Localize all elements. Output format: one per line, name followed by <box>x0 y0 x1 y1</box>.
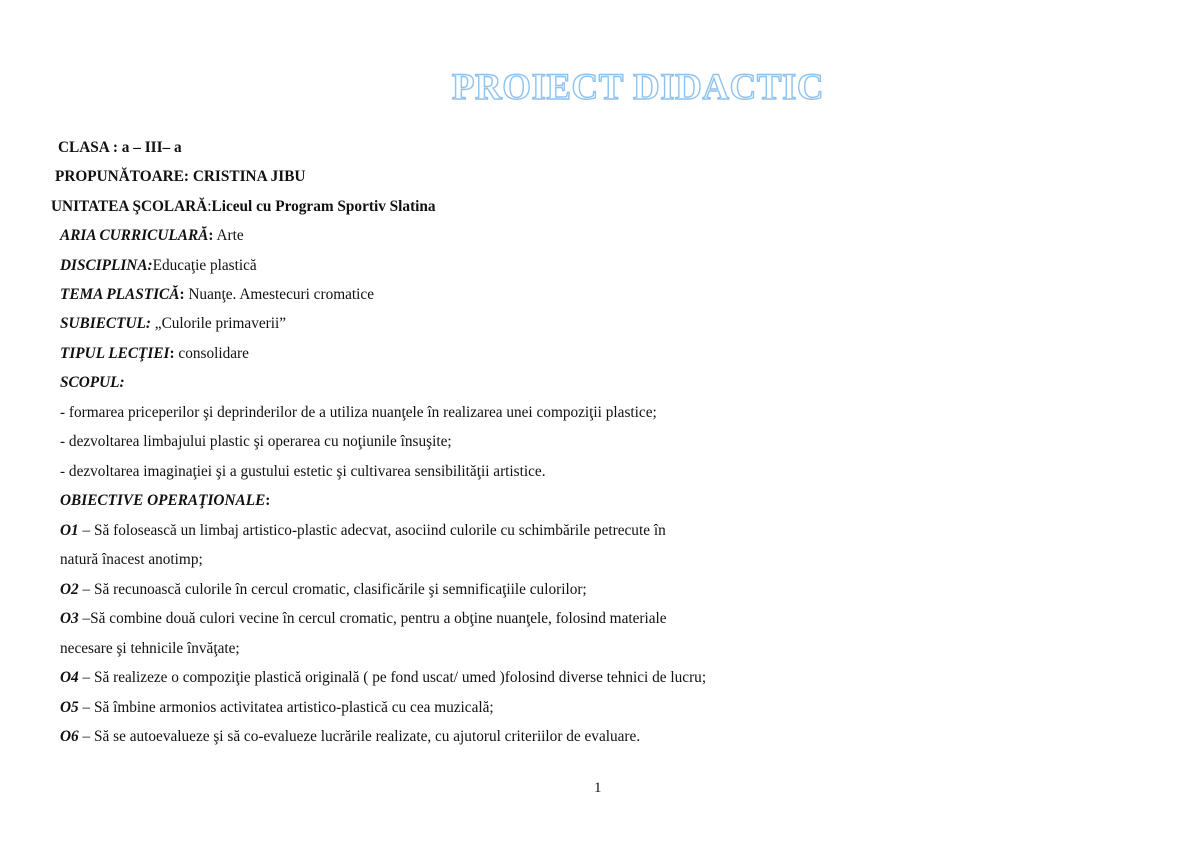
scop-item: - formarea priceperilor şi deprinderilor de a utiliza nuanţele în realizarea unei compoziţii plastice; <box>60 404 657 421</box>
tema-colon: : <box>179 286 185 303</box>
tema-line <box>60 285 374 305</box>
unitate-value: Liceul cu Program Sportiv Slatina <box>211 198 436 215</box>
objective-code: O4 <box>60 669 79 686</box>
unitate-label: UNITATEA ŞCOLARĂ <box>51 198 208 215</box>
aria-label: ARIA CURRICULARĂ <box>60 227 209 244</box>
objective-code: O6 <box>60 728 79 745</box>
clasa-line: CLASA : a – III– a <box>58 139 182 156</box>
tema-label: TEMA PLASTICĂ <box>60 286 180 303</box>
objective-text: – Să realizeze o compoziţie plastică originală ( pe fond uscat/ umed )folosind diverse tehnici de lucru; <box>78 669 707 686</box>
subiect-line <box>60 314 286 334</box>
objective-o1-continuation: natură înacest anotimp; <box>60 551 203 568</box>
objective-o6 <box>60 727 640 747</box>
scop-label: SCOPUL: <box>60 374 125 391</box>
tip-line <box>60 344 249 364</box>
objective-o1 <box>60 521 666 541</box>
obiective-heading <box>60 491 270 511</box>
objective-text: –Să combine două culori vecine în cercul cromatic, pentru a obţine nuanţele, folosind materiale <box>78 610 667 627</box>
disciplina-label: DISCIPLINA: <box>60 257 153 274</box>
objective-code: O3 <box>60 610 79 627</box>
objective-text: – Să îmbine armonios activitatea artistico-plastică cu cea muzicală; <box>78 699 494 716</box>
scop-item: - dezvoltarea imaginaţiei şi a gustului estetic şi cultivarea sensibilităţii artistice. <box>60 463 546 480</box>
disciplina-value: Educaţie plastică <box>152 257 257 274</box>
objective-o3 <box>60 609 667 629</box>
objective-o5 <box>60 698 494 718</box>
subiect-label: SUBIECTUL: <box>60 315 151 332</box>
scop-item: - dezvoltarea limbajului plastic şi operarea cu noţiunile însuşite; <box>60 433 452 450</box>
aria-value: Arte <box>213 227 244 244</box>
unitate-line <box>51 197 436 217</box>
obiective-label: OBIECTIVE OPERAŢIONALE <box>60 492 266 509</box>
tip-label: TIPUL LECŢIEI <box>60 345 170 362</box>
objective-o2 <box>60 580 587 600</box>
objective-o3-continuation: necesare şi tehnicile învăţate; <box>60 640 240 657</box>
disciplina-line <box>60 256 257 276</box>
unitate-separator: : <box>207 198 212 215</box>
objective-text: – Să recunoască culorile în cercul cromatic, clasificările şi semnificaţiile culorilor; <box>78 581 587 598</box>
obiective-colon: : <box>265 492 271 509</box>
subiect-value: „Culorile primaverii” <box>150 315 287 332</box>
page-number: 1 <box>594 780 602 796</box>
document-title: PROIECT DIDACTIC <box>451 67 825 108</box>
aria-line <box>60 226 244 246</box>
propunatoare-line: PROPUNĂTOARE: CRISTINA JIBU <box>55 168 306 185</box>
objective-text: – Să se autoevalueze şi să co-evalueze lucrările realizate, cu ajutorul criteriilor de evaluare. <box>78 728 641 745</box>
objective-o4 <box>60 668 706 688</box>
tip-value: consolidare <box>174 345 249 362</box>
tema-value: Nuanţe. Amestecuri cromatice <box>184 286 374 303</box>
objective-code: O2 <box>60 581 79 598</box>
tip-colon: : <box>169 345 175 362</box>
objective-code: O5 <box>60 699 79 716</box>
objective-code: O1 <box>60 522 79 539</box>
aria-colon: : <box>208 227 214 244</box>
objective-text: – Să folosească un limbaj artistico-plastic adecvat, asociind culorile cu schimbările petrecute în <box>78 522 666 539</box>
